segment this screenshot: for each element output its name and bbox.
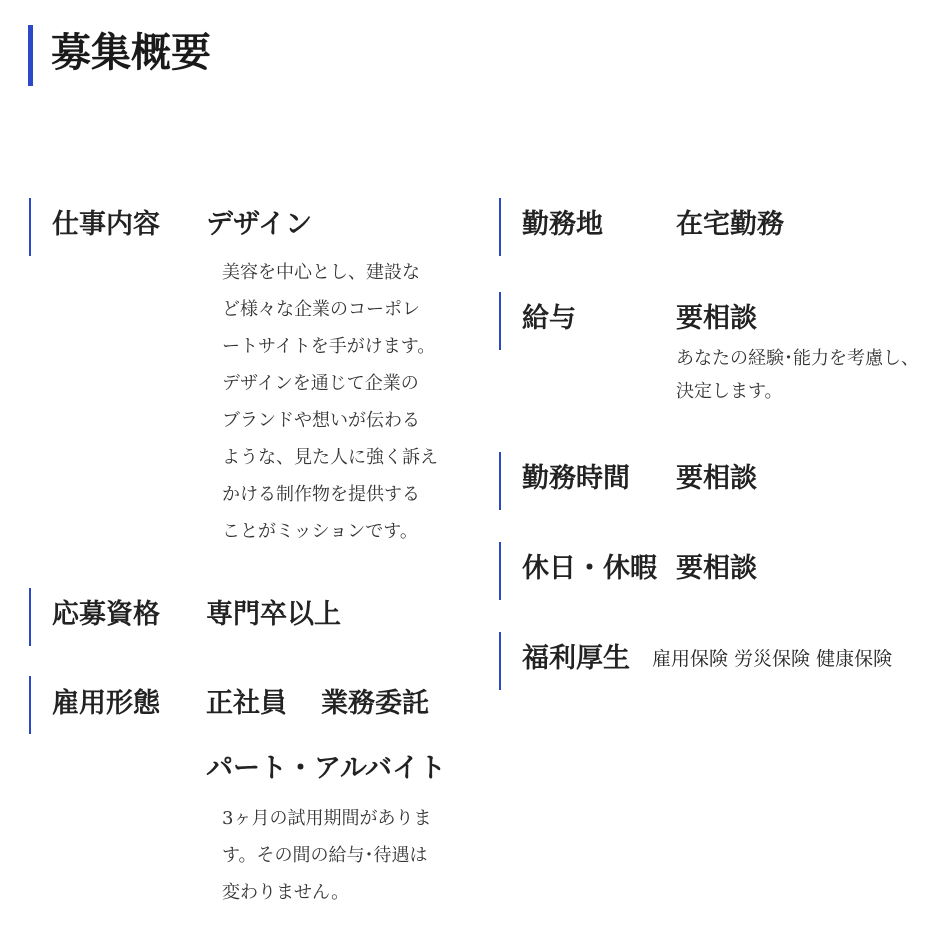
employment-accent-bar xyxy=(29,676,31,734)
benefits-label: 福利厚生 xyxy=(522,643,630,674)
salary-description xyxy=(676,342,919,408)
salary-desc-line: 決定します。 xyxy=(676,381,783,402)
qualification-accent-bar xyxy=(29,588,31,646)
salary-accent-bar xyxy=(499,292,501,350)
location-value: 在宅勤務 xyxy=(676,209,784,240)
salary-desc-line: あなたの経験･能力を考慮し、 xyxy=(676,348,919,369)
qualification-value: 専門卒以上 xyxy=(206,599,341,630)
job-value: デザイン xyxy=(206,209,313,240)
job-desc-line: デザインを通じて企業の xyxy=(222,373,419,394)
job-desc-line: ブランドや想いが伝わる xyxy=(222,410,420,431)
benefits-value: 雇用保険 労災保険 健康保険 xyxy=(652,648,893,670)
location-accent-bar xyxy=(499,198,501,256)
employment-value-parttime: パート・アルバイト xyxy=(206,753,447,784)
employment-description xyxy=(222,800,431,911)
location-label: 勤務地 xyxy=(522,209,603,240)
employment-desc-line: す。その間の給与･待遇は xyxy=(222,845,428,866)
job-desc-line: 美容を中心とし、建設な xyxy=(222,262,420,283)
holidays-accent-bar xyxy=(499,542,501,600)
job-accent-bar xyxy=(29,198,31,256)
employment-value-regular: 正社員 xyxy=(206,688,287,719)
page-title: 募集概要 xyxy=(28,25,211,86)
job-description xyxy=(222,254,438,550)
employment-desc-line: 変わりません。 xyxy=(222,882,350,903)
job-desc-line: ートサイトを手がけます。 xyxy=(222,336,436,357)
job-desc-line: ど様々な企業のコーポレ xyxy=(222,299,420,320)
holidays-value: 要相談 xyxy=(676,553,757,584)
qualification-label: 応募資格 xyxy=(52,599,160,630)
job-desc-line: ことがミッションです。 xyxy=(222,521,418,542)
job-desc-line: かける制作物を提供する xyxy=(222,484,420,505)
holidays-label: 休日・休暇 xyxy=(522,553,657,584)
salary-label: 給与 xyxy=(522,303,576,334)
hours-label: 勤務時間 xyxy=(522,463,630,494)
hours-value: 要相談 xyxy=(676,463,757,494)
job-desc-line: ような、見た人に強く訴え xyxy=(222,447,438,468)
benefits-accent-bar xyxy=(499,632,501,690)
employment-value-contract: 業務委託 xyxy=(321,688,429,719)
employment-desc-line: 3ヶ月の試用期間がありま xyxy=(222,808,432,829)
salary-value: 要相談 xyxy=(676,303,757,334)
hours-accent-bar xyxy=(499,452,501,510)
employment-label: 雇用形態 xyxy=(52,688,160,719)
job-label: 仕事内容 xyxy=(52,209,160,240)
